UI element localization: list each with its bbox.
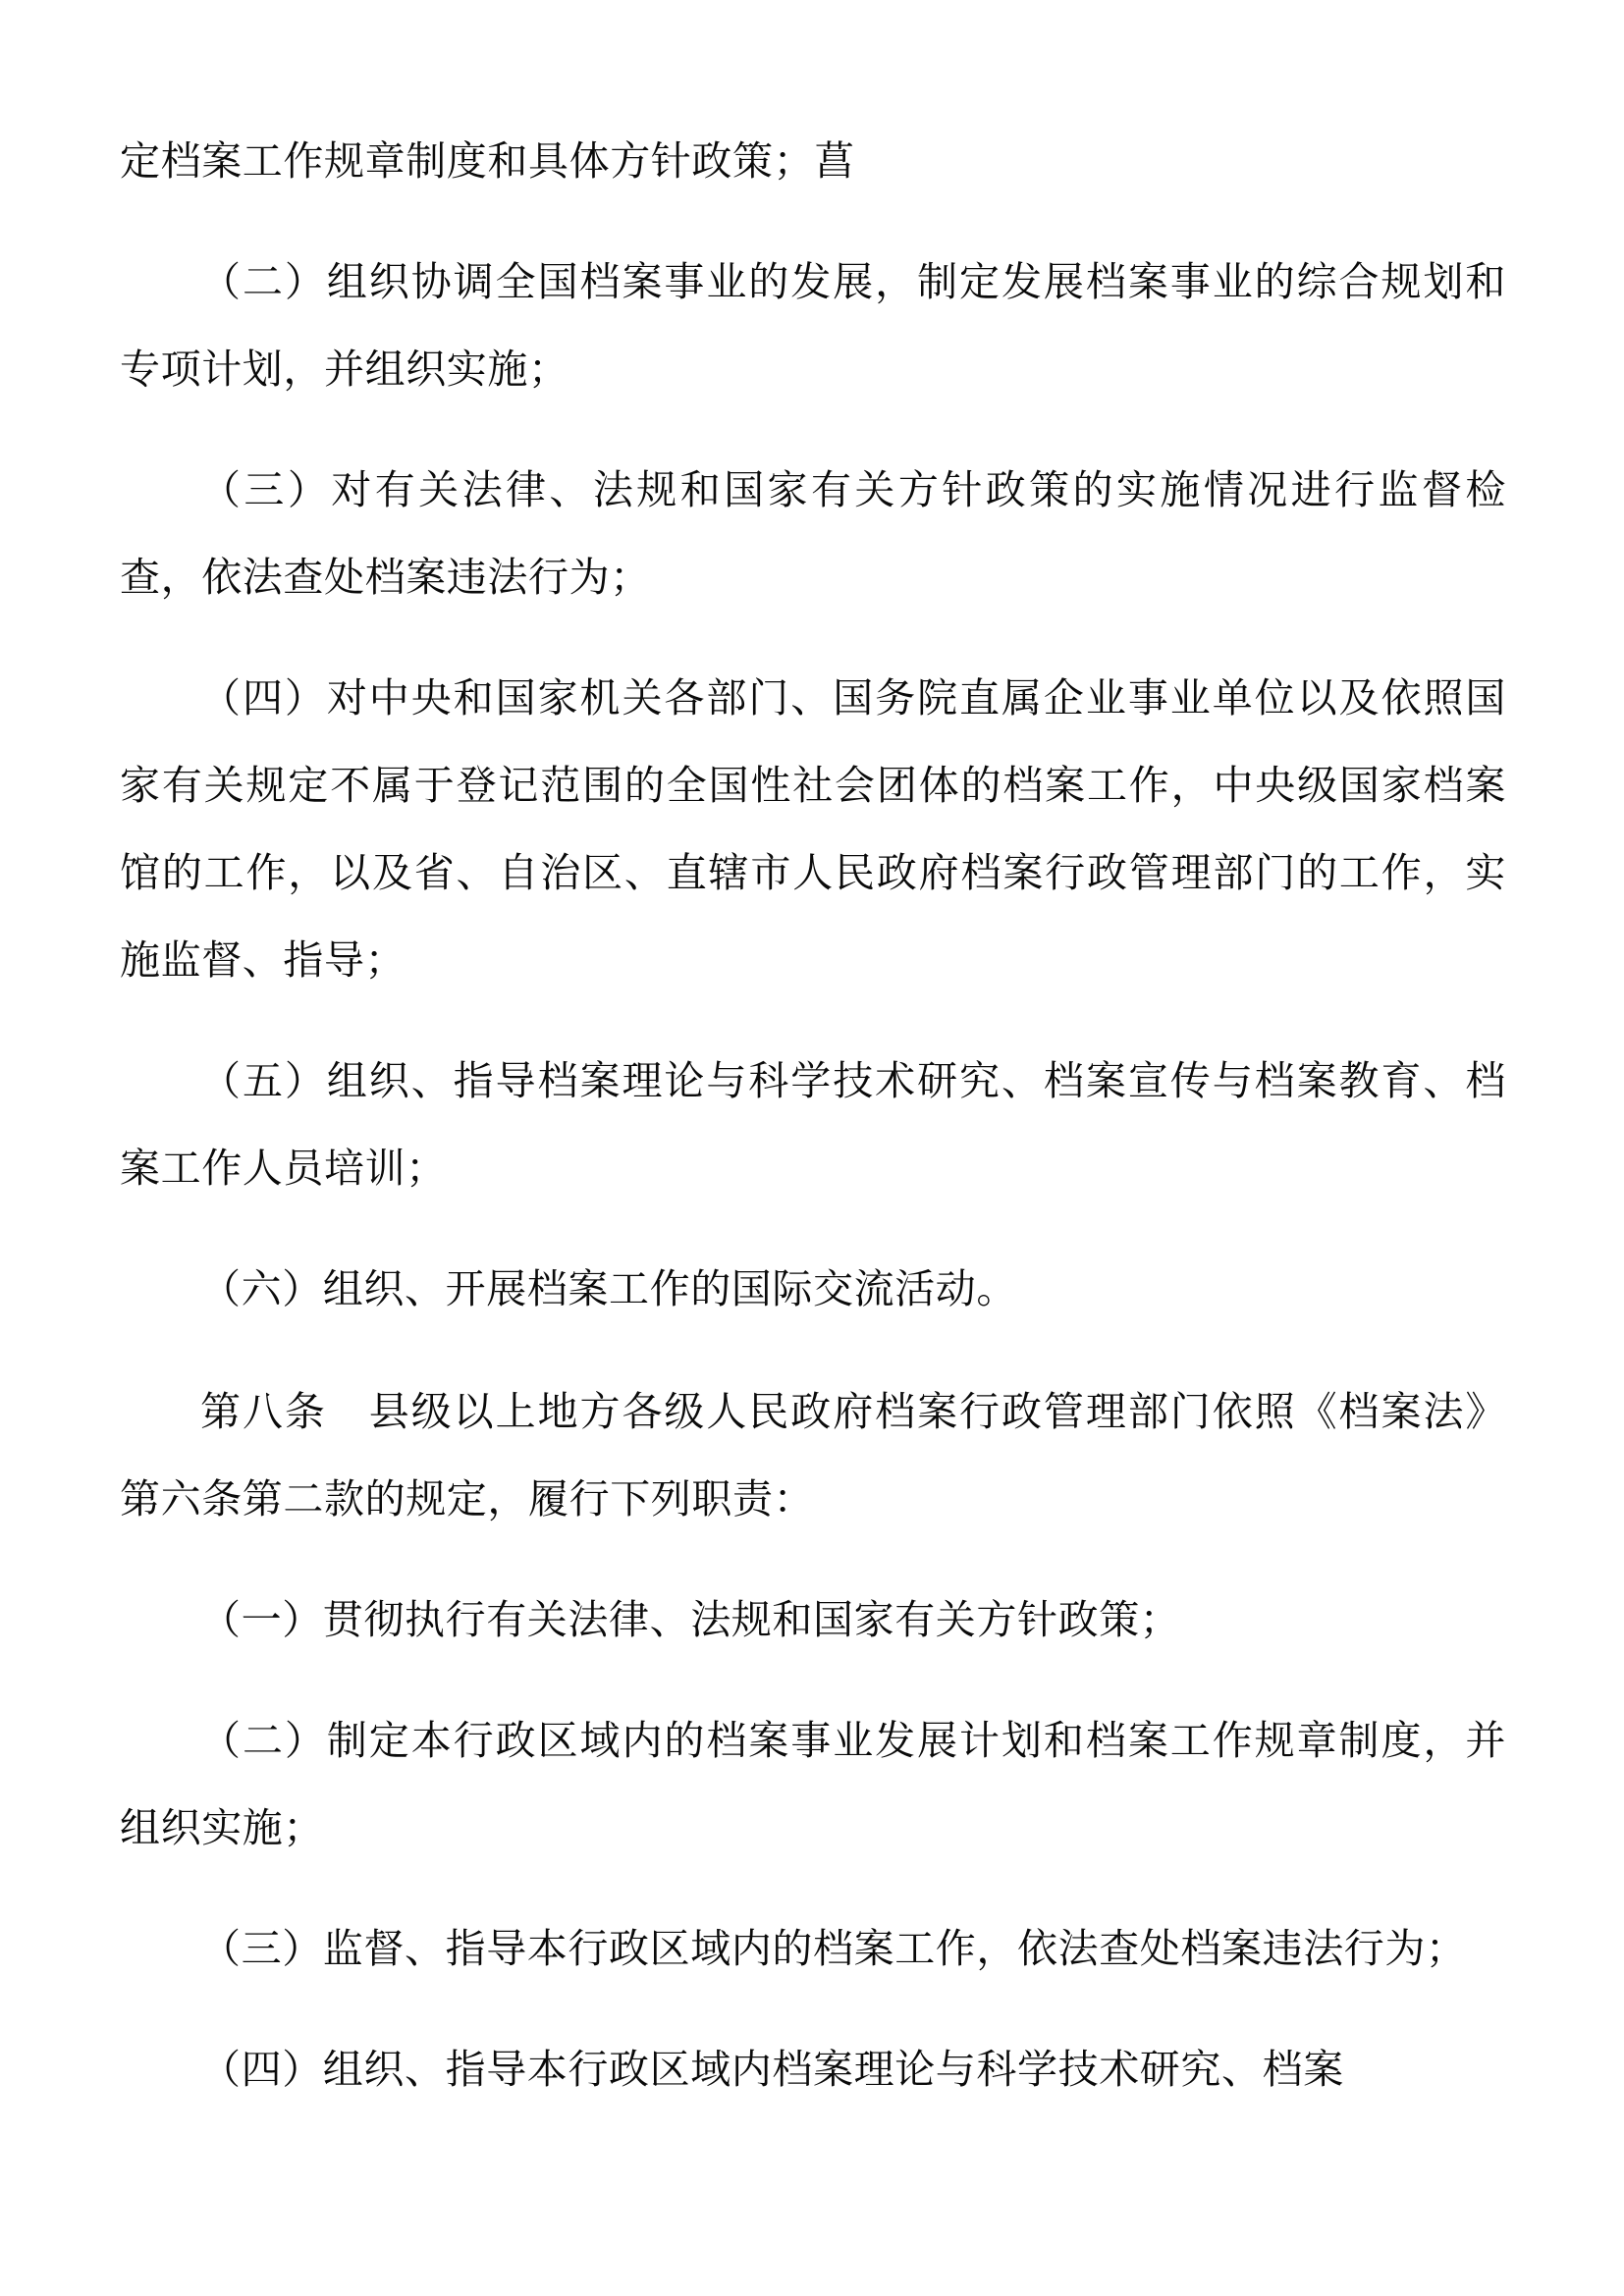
- paragraph-continued-line: 定档案工作规章制度和具体方针政策；菖: [120, 137, 855, 185]
- paragraph-spacer: [120, 1993, 1506, 2026]
- paragraph-item-4-first-section: （四）对中央和国家机关各部门、国务院直属企业事业单位以及依照国家有关规定不属于登记范围的全国性社会团体的档案工作，中央级国家档案馆的工作，以及省、自治区、直辖市人民政府档案行政管理部门的工作，实施监督、指导；: [120, 674, 1506, 984]
- paragraph-item-5-first-section: （五）组织、指导档案理论与科学技术研究、档案宣传与档案教育、档案工作人员培训；: [120, 1057, 1506, 1192]
- paragraph-item-4-second-section: （四）组织、指导本行政区域内档案理论与科学技术研究、档案: [200, 2046, 1344, 2093]
- text-column: [120, 118, 1506, 2113]
- paragraph-item-2-second-section: （二）制定本行政区域内的档案事业发展计划和档案工作规章制度，并组织实施；: [120, 1717, 1506, 1851]
- paragraph-item-1-second-section: （一）贯彻执行有关法律、法规和国家有关方针政策；: [200, 1596, 1181, 1643]
- paragraph-item-3-second-section: （三）监督、指导本行政区域内的档案工作，依法查处档案违法行为；: [200, 1925, 1467, 1972]
- paragraph-item-3-first-section: （三）对有关法律、法规和国家有关方针政策的实施情况进行监督检查，依法查处档案违法行为；: [120, 466, 1506, 601]
- paragraph-spacer: [120, 205, 1506, 239]
- paragraph-spacer: [120, 1664, 1506, 1697]
- paragraph-article-8: 第八条 县级以上地方各级人民政府档案行政管理部门依照《档案法》第六条第二款的规定，履行下列职责：: [120, 1388, 1506, 1522]
- paragraph-spacer: [120, 1212, 1506, 1246]
- paragraph-spacer: [120, 1872, 1506, 1905]
- paragraph-spacer: [120, 1004, 1506, 1038]
- paragraph-item-6-first-section: （六）组织、开展档案工作的国际交流活动。: [200, 1265, 1017, 1312]
- paragraph-item-2-first-section: （二）组织协调全国档案事业的发展，制定发展档案事业的综合规划和专项计划，并组织实施；: [120, 258, 1506, 393]
- paragraph-spacer: [120, 621, 1506, 655]
- paragraph-spacer: [120, 413, 1506, 447]
- paragraph-spacer: [120, 1543, 1506, 1576]
- paragraph-spacer: [120, 1333, 1506, 1368]
